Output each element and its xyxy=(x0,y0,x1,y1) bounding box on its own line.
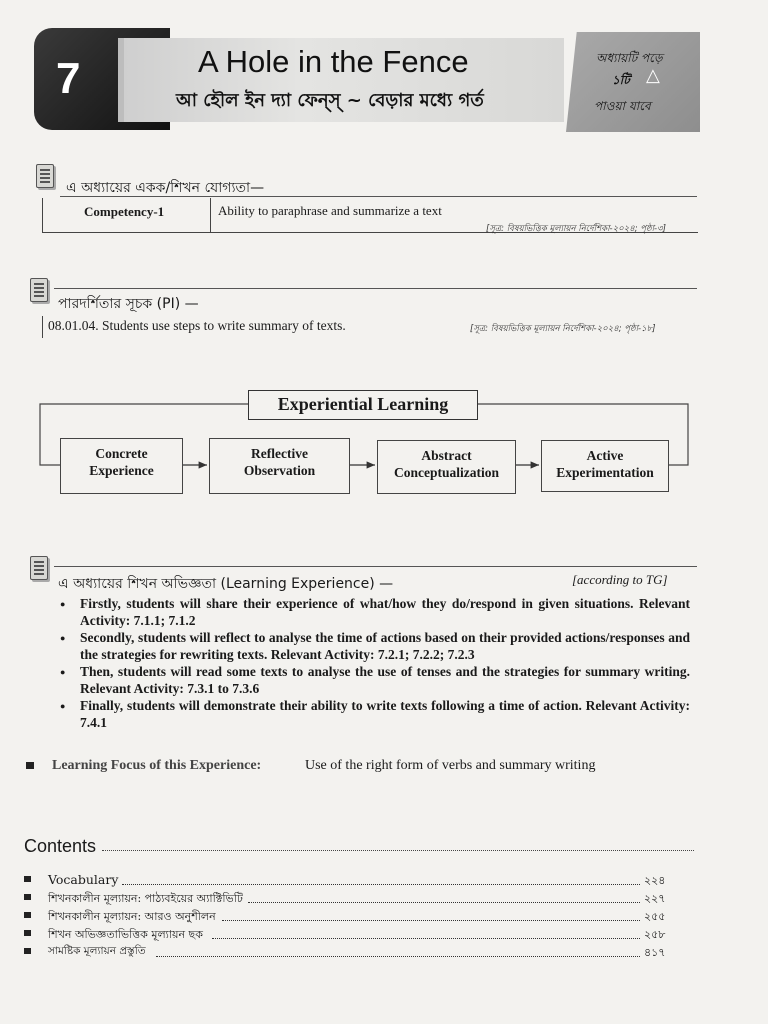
stage-label: Concrete xyxy=(95,446,148,461)
learning-experience-list xyxy=(60,596,690,732)
diagram-title: Experiential Learning xyxy=(277,394,449,414)
competency-source: [সূত্র: বিষয়ভিত্তিক মূল্যায়ন নির্দেশিকা-২০২৪; পৃষ্ঠা-৩] xyxy=(486,224,666,234)
pi-section-title: পারদর্শিতার সূচক (PI) — xyxy=(58,296,199,312)
competency-name: Competency-1 xyxy=(84,204,165,219)
square-bullet-icon xyxy=(24,912,31,918)
toc-label: সামষ্টিক মূল্যায়ন প্রস্তুতি xyxy=(48,945,146,957)
focus-label: Learning Focus of this Experience: xyxy=(52,758,262,773)
stage-active-experimentation xyxy=(541,440,669,492)
toc-page: ২২৪ xyxy=(644,874,666,887)
toc-leader xyxy=(212,938,640,939)
learning-experience-title: এ অধ্যায়ের শিখন অভিজ্ঞতা (Learning Experience) — xyxy=(58,576,394,592)
stage-label: Active xyxy=(586,448,624,463)
chapter-subtitle: আ হৌল ইন দ্যা ফেন্স্ ~ বেড়ার মধ্যে গর্ত xyxy=(176,90,484,111)
stage-label: Conceptualization xyxy=(393,465,499,480)
square-bullet-icon xyxy=(24,948,31,954)
stage-reflective-observation xyxy=(209,438,350,494)
competency-description: Ability to paraphrase and summarize a text xyxy=(218,203,442,218)
toc-leader xyxy=(122,884,640,885)
toc-leader xyxy=(156,956,640,957)
stage-concrete-experience xyxy=(60,438,183,494)
toc-leader xyxy=(222,920,640,921)
contents-rule xyxy=(102,850,694,851)
toc-label: শিখনকালীন মূল্যায়ন: আরও অনুশীলন xyxy=(48,910,216,923)
tg-note: [according to TG] xyxy=(572,572,668,587)
notebook-icon xyxy=(30,556,48,580)
chapter-title: A Hole in the Fence xyxy=(198,44,469,79)
stage-label: Abstract xyxy=(421,448,472,463)
square-bullet-icon xyxy=(24,876,31,882)
stage-label: Observation xyxy=(243,463,316,478)
list-item: ● Finally, students will demonstrate their ability to write texts following a time of action. Relevant Activity: 7.4.1 xyxy=(60,698,690,731)
square-bullet-icon xyxy=(26,762,34,769)
square-bullet-icon xyxy=(24,930,31,936)
list-item: ● Then, students will read some texts to analyse the use of tenses and the strategies for summary writing. Relevant Activity: 7.3.1 to 7.3.6 xyxy=(60,664,690,697)
badge-line-1: অধ্যায়টি পড়ে xyxy=(596,51,663,65)
contents-title: Contents xyxy=(24,836,97,856)
stage-label: Experimentation xyxy=(556,465,654,480)
stage-label: Experience xyxy=(89,463,154,478)
badge-line-3: পাওয়া যাবে xyxy=(594,99,651,113)
toc-page: ২৫৮ xyxy=(644,928,666,941)
triangle-icon: △ xyxy=(646,65,660,85)
stage-label: Reflective xyxy=(251,446,308,461)
square-bullet-icon xyxy=(24,894,31,900)
toc-label: Vocabulary xyxy=(48,872,119,887)
toc-page: ২৫৫ xyxy=(644,910,666,923)
badge-line-2: ১টি xyxy=(612,73,630,87)
pi-text: 08.01.04. Students use steps to write summary of texts. xyxy=(48,318,346,333)
focus-text: Use of the right form of verbs and summary writing xyxy=(305,758,596,773)
list-item: ● Firstly, students will share their experience of what/how they do/respond in given situations. Relevant Activity: 7.1.1; 7.1.2 xyxy=(60,596,690,629)
chapter-number: 7 xyxy=(56,54,81,103)
toc-label: শিখন অভিজ্ঞতাভিত্তিক মূল্যায়ন ছক xyxy=(48,928,203,941)
stage-abstract-conceptualization xyxy=(377,440,516,494)
section-rule xyxy=(54,566,697,567)
toc-page: ২২৭ xyxy=(644,892,666,905)
toc-leader xyxy=(248,902,640,903)
toc-page: ৪১৭ xyxy=(644,946,666,959)
competency-section-title: এ অধ্যায়ের একক/শিখন যোগ্যতা— xyxy=(66,180,265,196)
toc-label: শিখনকালীন মূল্যায়ন: পাঠ্যবইয়ের অ্যাক্টিভিটি xyxy=(48,892,243,905)
list-item: ● Secondly, students will reflect to analyse the time of actions based on their provided actions/responses and the strategies for rewriting texts. Relevant Activity: 7.2.1; 7.2.2; 7.2.3 xyxy=(60,630,690,663)
pi-source: [সূত্র: বিষয়ভিত্তিক মূল্যায়ন নির্দেশিকা-২০২৪; পৃষ্ঠা-১৮] xyxy=(470,324,656,334)
